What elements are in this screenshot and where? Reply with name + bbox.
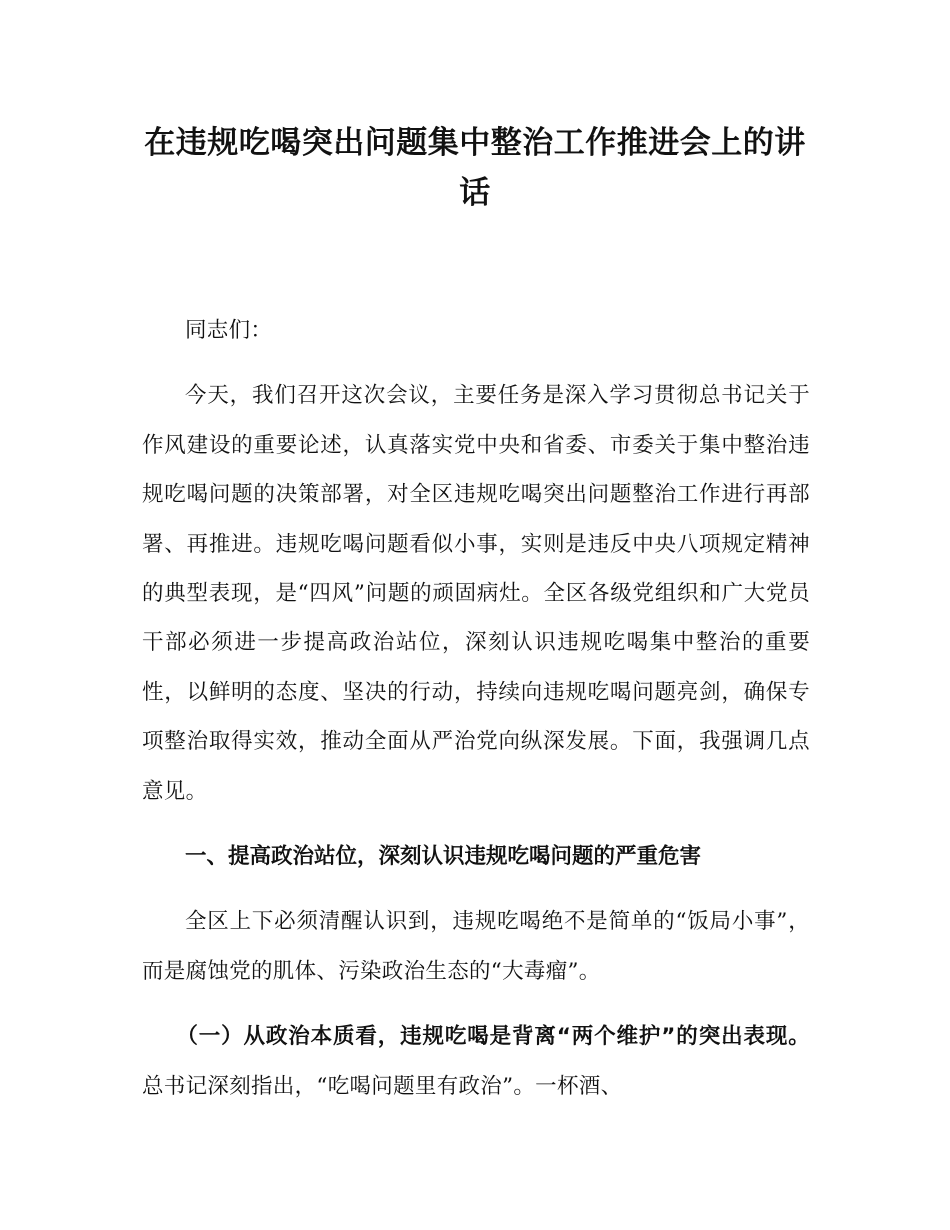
salutation: 同志们： <box>185 318 273 343</box>
intro-paragraph: 今天，我们召开这次会议，主要任务是深入学习贯彻总书记关于作风建设的重要论述，认真落实党中央和省委、市委关于集中整治违规吃喝问题的决策部署，对全区违规吃喝突出问题整治工作进行再部署、再推进。违规吃喝问题看似小事，实则是违反中央八项规定精神的典型表现，是“四风”问题的顽固病灶。全区各级党组织和广大党员干部必须进一步提高政治站位，深刻认识违规吃喝集中整治的重要性，以鲜明的态度、坚决的行动，持续向违规吃喝问题亮剑，确保专项整治取得实效，推动全面从严治党向纵深发展。下面，我强调几点意见。 <box>142 383 810 804</box>
document-title: 在违规吃喝突出问题集中整治工作推进会上的讲话 <box>144 125 806 211</box>
section-paragraph-1: 全区上下必须清醒认识到，违规吃喝绝不是简单的“饭局小事”，而是腐蚀党的肌体、污染政治生态的“大毒瘤”。 <box>142 909 810 984</box>
section-heading-1: 一、提高政治站位，深刻认识违规吃喝问题的严重危害 <box>185 844 702 870</box>
subsection-heading-1: （一）从政治本质看，违规吃喝是背离“两个维护”的突出表现。 <box>176 1024 810 1050</box>
document-body <box>142 306 810 1127</box>
subsection-paragraph-1 <box>142 1012 810 1111</box>
subsection-text-1: 总书记深刻指出，“吃喝问题里有政治”。一杯酒、 <box>142 1073 623 1099</box>
